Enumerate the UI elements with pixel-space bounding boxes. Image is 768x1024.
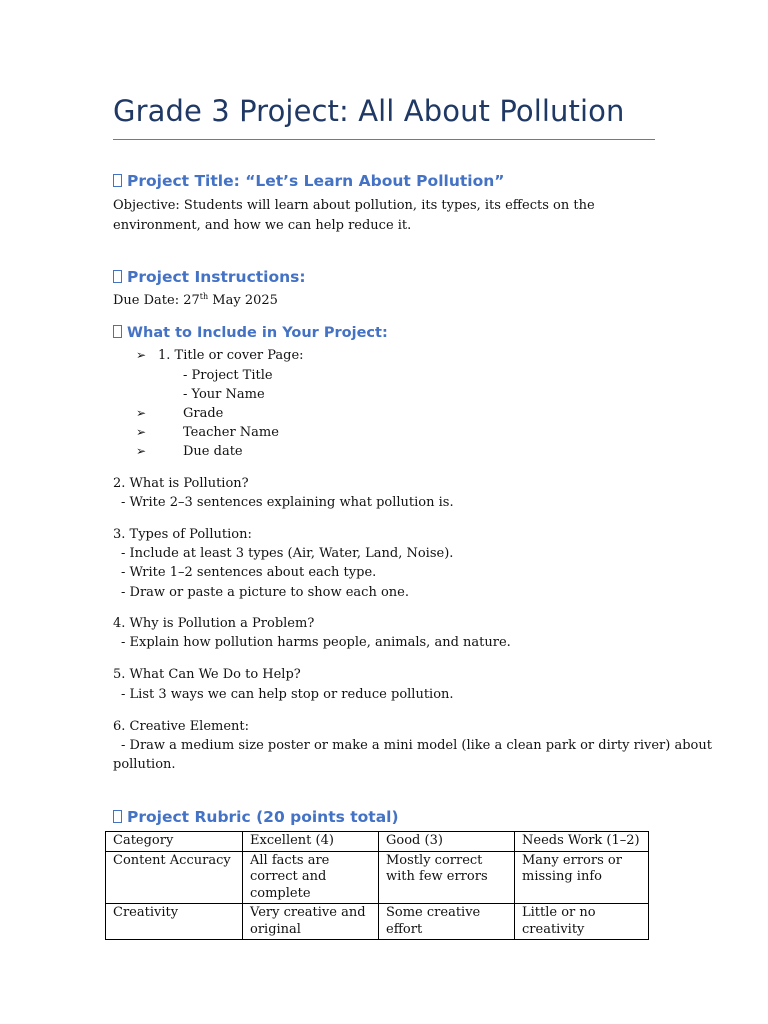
objective-paragraph: Objective: Students will learn about pollution, its types, its effects on the environment, and how we can help reduce it.	[113, 198, 595, 233]
table-cell: Content Accuracy	[106, 851, 243, 904]
missing-glyph-icon	[113, 270, 122, 283]
table-row	[106, 904, 649, 940]
bullet-arrow-icon: ➢	[136, 425, 147, 439]
bullet-item-teacher: Teacher Name	[183, 425, 279, 440]
section-line: - Draw or paste a picture to show each one.	[121, 585, 409, 600]
bullet-arrow-icon: ➢	[136, 444, 147, 458]
section-line: pollution.	[113, 757, 176, 772]
section-line: - Write 2–3 sentences explaining what pollution is.	[121, 495, 454, 510]
table-header-cell: Needs Work (1–2)	[515, 832, 649, 852]
table-cell: Mostly correct with few errors	[379, 851, 515, 904]
bullet-sub-project-title: - Project Title	[183, 368, 273, 383]
due-date-ordinal: th	[199, 292, 209, 301]
section-title: 3. Types of Pollution:	[113, 527, 252, 542]
table-cell: Little or no creativity	[515, 904, 649, 940]
bullet-sub-your-name: - Your Name	[183, 387, 265, 402]
instructions-heading	[113, 268, 306, 286]
bullet-item-cover: 1. Title or cover Page:	[158, 348, 304, 363]
missing-glyph-icon	[113, 174, 122, 187]
section-line: - Include at least 3 types (Air, Water, Land, Noise).	[121, 546, 454, 561]
document-title: Grade 3 Project: All About Pollution	[113, 94, 625, 128]
table-row	[106, 851, 649, 904]
due-date-suffix: May 2025	[208, 293, 278, 308]
table-header-cell: Category	[106, 832, 243, 852]
section-line: - Draw a medium size poster or make a mini model (like a clean park or dirty river) about	[121, 738, 712, 753]
section-line: - Write 1–2 sentences about each type.	[121, 565, 377, 580]
table-header-row	[106, 832, 649, 852]
due-date-prefix: Due Date: 27	[113, 293, 200, 308]
table-cell: All facts are correct and complete	[243, 851, 379, 904]
include-heading	[113, 325, 388, 341]
table-cell: Very creative and original	[243, 904, 379, 940]
section-line: - List 3 ways we can help stop or reduce pollution.	[121, 687, 454, 702]
table-cell: Many errors or missing info	[515, 851, 649, 904]
table-cell: Creativity	[106, 904, 243, 940]
table-cell: Some creative effort	[379, 904, 515, 940]
missing-glyph-icon	[113, 810, 122, 823]
bullet-item-due: Due date	[183, 444, 243, 459]
bullet-item-grade: Grade	[183, 406, 224, 421]
bullet-arrow-icon: ➢	[136, 406, 147, 420]
section-title: 4. Why is Pollution a Problem?	[113, 616, 315, 631]
table-header-cell: Good (3)	[379, 832, 515, 852]
instructions-heading-text: Project Instructions:	[127, 268, 306, 286]
title-underline	[113, 139, 655, 140]
project-title-heading-text: Project Title: “Let’s Learn About Pollution”	[127, 172, 505, 190]
section-title: 6. Creative Element:	[113, 719, 250, 734]
rubric-heading	[113, 808, 399, 826]
include-heading-text: What to Include in Your Project:	[127, 325, 388, 341]
table-header-cell: Excellent (4)	[243, 832, 379, 852]
rubric-heading-text: Project Rubric (20 points total)	[127, 808, 399, 826]
missing-glyph-icon	[113, 325, 122, 338]
section-title: 5. What Can We Do to Help?	[113, 667, 301, 682]
rubric-table	[105, 831, 649, 940]
section-line: - Explain how pollution harms people, animals, and nature.	[121, 635, 511, 650]
bullet-arrow-icon: ➢	[136, 348, 147, 362]
due-date-line	[113, 291, 278, 311]
project-title-heading	[113, 172, 504, 190]
section-title: 2. What is Pollution?	[113, 476, 249, 491]
